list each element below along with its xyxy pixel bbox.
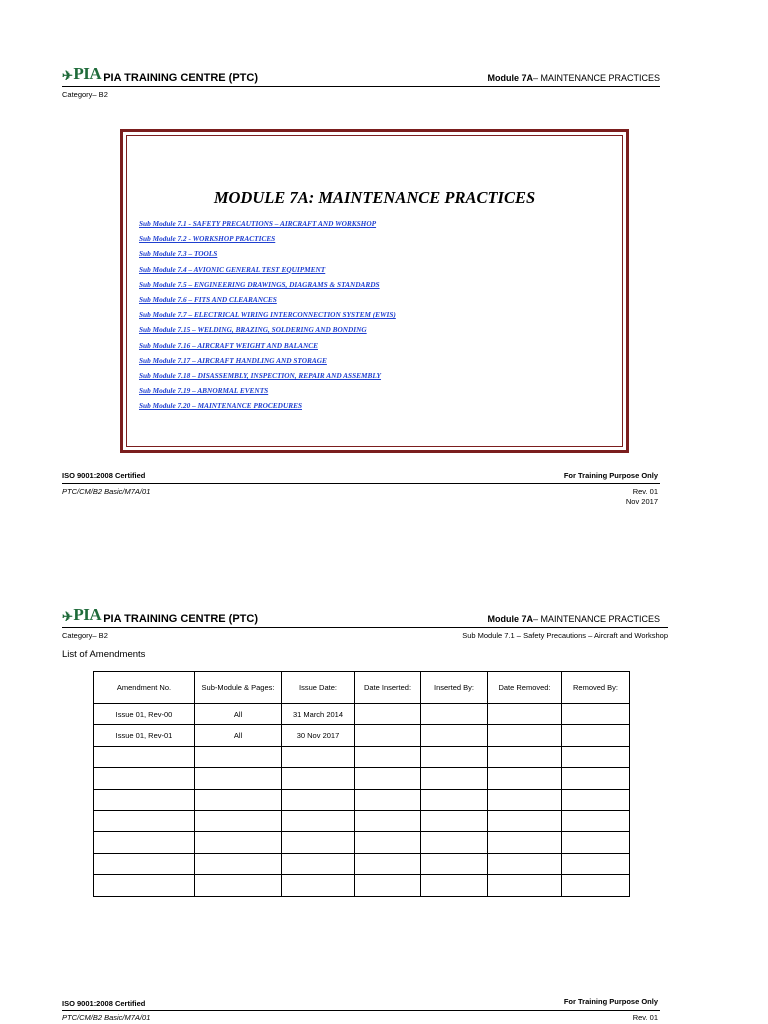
pia-logo: ✈ PIA PIA TRAINING CENTRE (PTC) xyxy=(62,64,258,84)
col-header: Amendment No. xyxy=(94,672,195,704)
table-cell xyxy=(195,810,282,831)
submodule-link-list xyxy=(139,216,396,413)
submodule-link[interactable]: Sub Module 7.17 – AIRCRAFT HANDLING AND STORAGE xyxy=(139,355,327,365)
training-purpose: For Training Purpose Only xyxy=(563,997,658,1006)
module-header: Module 7A– MAINTENANCE PRACTICES xyxy=(487,73,660,83)
table-cell xyxy=(195,875,282,896)
table-cell xyxy=(421,810,488,831)
table-cell xyxy=(94,810,195,831)
submodule-link[interactable]: Sub Module 7.18 – DISASSEMBLY, INSPECTION, REPAIR AND ASSEMBLY xyxy=(139,370,382,380)
table-cell xyxy=(421,725,488,746)
submodule-link[interactable]: Sub Module 7.6 – FITS AND CLEARANCES xyxy=(139,294,277,304)
table-cell xyxy=(195,832,282,853)
table-row xyxy=(94,832,630,853)
revision: Rev. 01 xyxy=(632,487,658,496)
amendments-table xyxy=(93,671,630,897)
table-cell: All xyxy=(195,725,282,746)
table-cell xyxy=(355,789,421,810)
col-header: Removed By: xyxy=(562,672,630,704)
table-cell xyxy=(562,704,630,725)
table-cell xyxy=(562,875,630,896)
table-cell xyxy=(488,832,562,853)
org-name: PIA TRAINING CENTRE (PTC) xyxy=(103,613,258,625)
submodule-link[interactable]: Sub Module 7.19 – ABNORMAL EVENTS xyxy=(139,386,269,396)
header-rule xyxy=(62,86,660,87)
table-cell xyxy=(421,768,488,789)
table-cell xyxy=(355,832,421,853)
table-cell xyxy=(488,746,562,767)
list-of-amendments-title: List of Amendments xyxy=(62,649,146,660)
table-cell: All xyxy=(195,704,282,725)
iso-certified: ISO 9001:2008 Certified xyxy=(62,999,146,1008)
table-row xyxy=(94,725,630,746)
table-row xyxy=(94,875,630,896)
table-cell xyxy=(488,725,562,746)
submodule-link[interactable]: Sub Module 7.7 – ELECTRICAL WIRING INTERCONNECTION SYSTEM (EWIS) xyxy=(139,310,396,320)
table-cell xyxy=(282,789,355,810)
org-name: PIA TRAINING CENTRE (PTC) xyxy=(103,72,258,84)
table-cell xyxy=(488,810,562,831)
table-row xyxy=(94,853,630,874)
table-cell xyxy=(421,875,488,896)
table-cell xyxy=(562,768,630,789)
table-cell xyxy=(562,725,630,746)
table-cell xyxy=(195,746,282,767)
table-cell xyxy=(282,875,355,896)
submodule-link[interactable]: Sub Module 7.5 – ENGINEERING DRAWINGS, DIAGRAMS & STANDARDS xyxy=(139,279,380,289)
iso-certified: ISO 9001:2008 Certified xyxy=(62,471,146,480)
table-cell xyxy=(355,875,421,896)
table-cell xyxy=(282,832,355,853)
module-title: MODULE 7A: MAINTENANCE PRACTICES xyxy=(213,188,536,207)
submodule-link[interactable]: Sub Module 7.3 – TOOLS xyxy=(139,249,218,259)
table-cell xyxy=(195,853,282,874)
table-cell xyxy=(355,704,421,725)
table-cell xyxy=(562,789,630,810)
footer-rule xyxy=(62,483,660,484)
table-cell xyxy=(282,746,355,767)
col-header: Issue Date: xyxy=(282,672,355,704)
col-header: Inserted By: xyxy=(421,672,488,704)
table-cell xyxy=(355,810,421,831)
table-cell xyxy=(562,832,630,853)
submodule-link[interactable]: Sub Module 7.16 – AIRCRAFT WEIGHT AND BALANCE xyxy=(139,340,318,350)
doc-reference: PTC/CM/B2 Basic/M7A/01 xyxy=(62,1013,151,1022)
table-cell xyxy=(94,789,195,810)
footer-rule xyxy=(62,1010,660,1011)
table-cell xyxy=(421,704,488,725)
table-cell xyxy=(488,704,562,725)
table-cell: 31 March 2014 xyxy=(282,704,355,725)
submodule-link[interactable]: Sub Module 7.15 – WELDING, BRAZING, SOLDERING AND BONDING xyxy=(139,325,367,335)
table-cell xyxy=(562,810,630,831)
table-cell xyxy=(355,853,421,874)
table-cell xyxy=(195,768,282,789)
pia-bird-icon: ✈ xyxy=(62,609,73,624)
table-cell xyxy=(355,746,421,767)
table-cell xyxy=(562,853,630,874)
submodule-link[interactable]: Sub Module 7.20 – MAINTENANCE PROCEDURES xyxy=(139,401,303,411)
category-label: Category– B2 xyxy=(62,90,108,99)
table-cell xyxy=(488,789,562,810)
table-header-row xyxy=(94,672,630,704)
col-header: Date Inserted: xyxy=(355,672,421,704)
table-cell xyxy=(488,853,562,874)
table-cell xyxy=(421,853,488,874)
col-header: Date Removed: xyxy=(488,672,562,704)
table-row xyxy=(94,810,630,831)
table-cell xyxy=(282,810,355,831)
table-cell xyxy=(355,768,421,789)
category-label: Category– B2 xyxy=(62,631,108,640)
table-cell xyxy=(94,853,195,874)
submodule-link[interactable]: Sub Module 7.4 – AVIONIC GENERAL TEST EQUIPMENT xyxy=(139,264,326,274)
table-cell xyxy=(488,768,562,789)
table-cell xyxy=(282,853,355,874)
submodule-link[interactable]: Sub Module 7.1 - SAFETY PRECAUTIONS – AIRCRAFT AND WORKSHOP xyxy=(139,219,377,228)
training-purpose: For Training Purpose Only xyxy=(563,471,658,480)
table-cell: Issue 01, Rev-01 xyxy=(94,725,195,746)
table-cell xyxy=(421,832,488,853)
doc-reference: PTC/CM/B2 Basic/M7A/01 xyxy=(62,487,151,496)
header-rule xyxy=(62,627,668,628)
revision-date: Nov 2017 xyxy=(625,497,658,506)
table-cell xyxy=(421,789,488,810)
table-row xyxy=(94,768,630,789)
table-cell: 30 Nov 2017 xyxy=(282,725,355,746)
table-row xyxy=(94,789,630,810)
table-row xyxy=(94,704,630,725)
table-row xyxy=(94,746,630,767)
table-cell xyxy=(94,768,195,789)
pia-bird-icon: ✈ xyxy=(62,68,73,83)
module-contents-box xyxy=(120,129,629,453)
table-cell xyxy=(94,746,195,767)
table-cell xyxy=(355,725,421,746)
table-cell xyxy=(94,832,195,853)
submodule-header: Sub Module 7.1 – Safety Precautions – Aircraft and Workshop xyxy=(462,631,668,640)
submodule-link[interactable]: Sub Module 7.2 - WORKSHOP PRACTICES xyxy=(139,234,276,244)
table-cell xyxy=(94,875,195,896)
table-cell xyxy=(488,875,562,896)
revision: Rev. 01 xyxy=(632,1013,658,1022)
table-cell xyxy=(195,789,282,810)
col-header: Sub-Module & Pages: xyxy=(195,672,282,704)
table-cell xyxy=(562,746,630,767)
amendments-body xyxy=(94,704,630,897)
pia-logo: ✈ PIA PIA TRAINING CENTRE (PTC) xyxy=(62,605,258,625)
table-cell xyxy=(282,768,355,789)
module-header: Module 7A– MAINTENANCE PRACTICES xyxy=(487,614,660,624)
table-cell xyxy=(421,746,488,767)
table-cell: Issue 01, Rev-00 xyxy=(94,704,195,725)
